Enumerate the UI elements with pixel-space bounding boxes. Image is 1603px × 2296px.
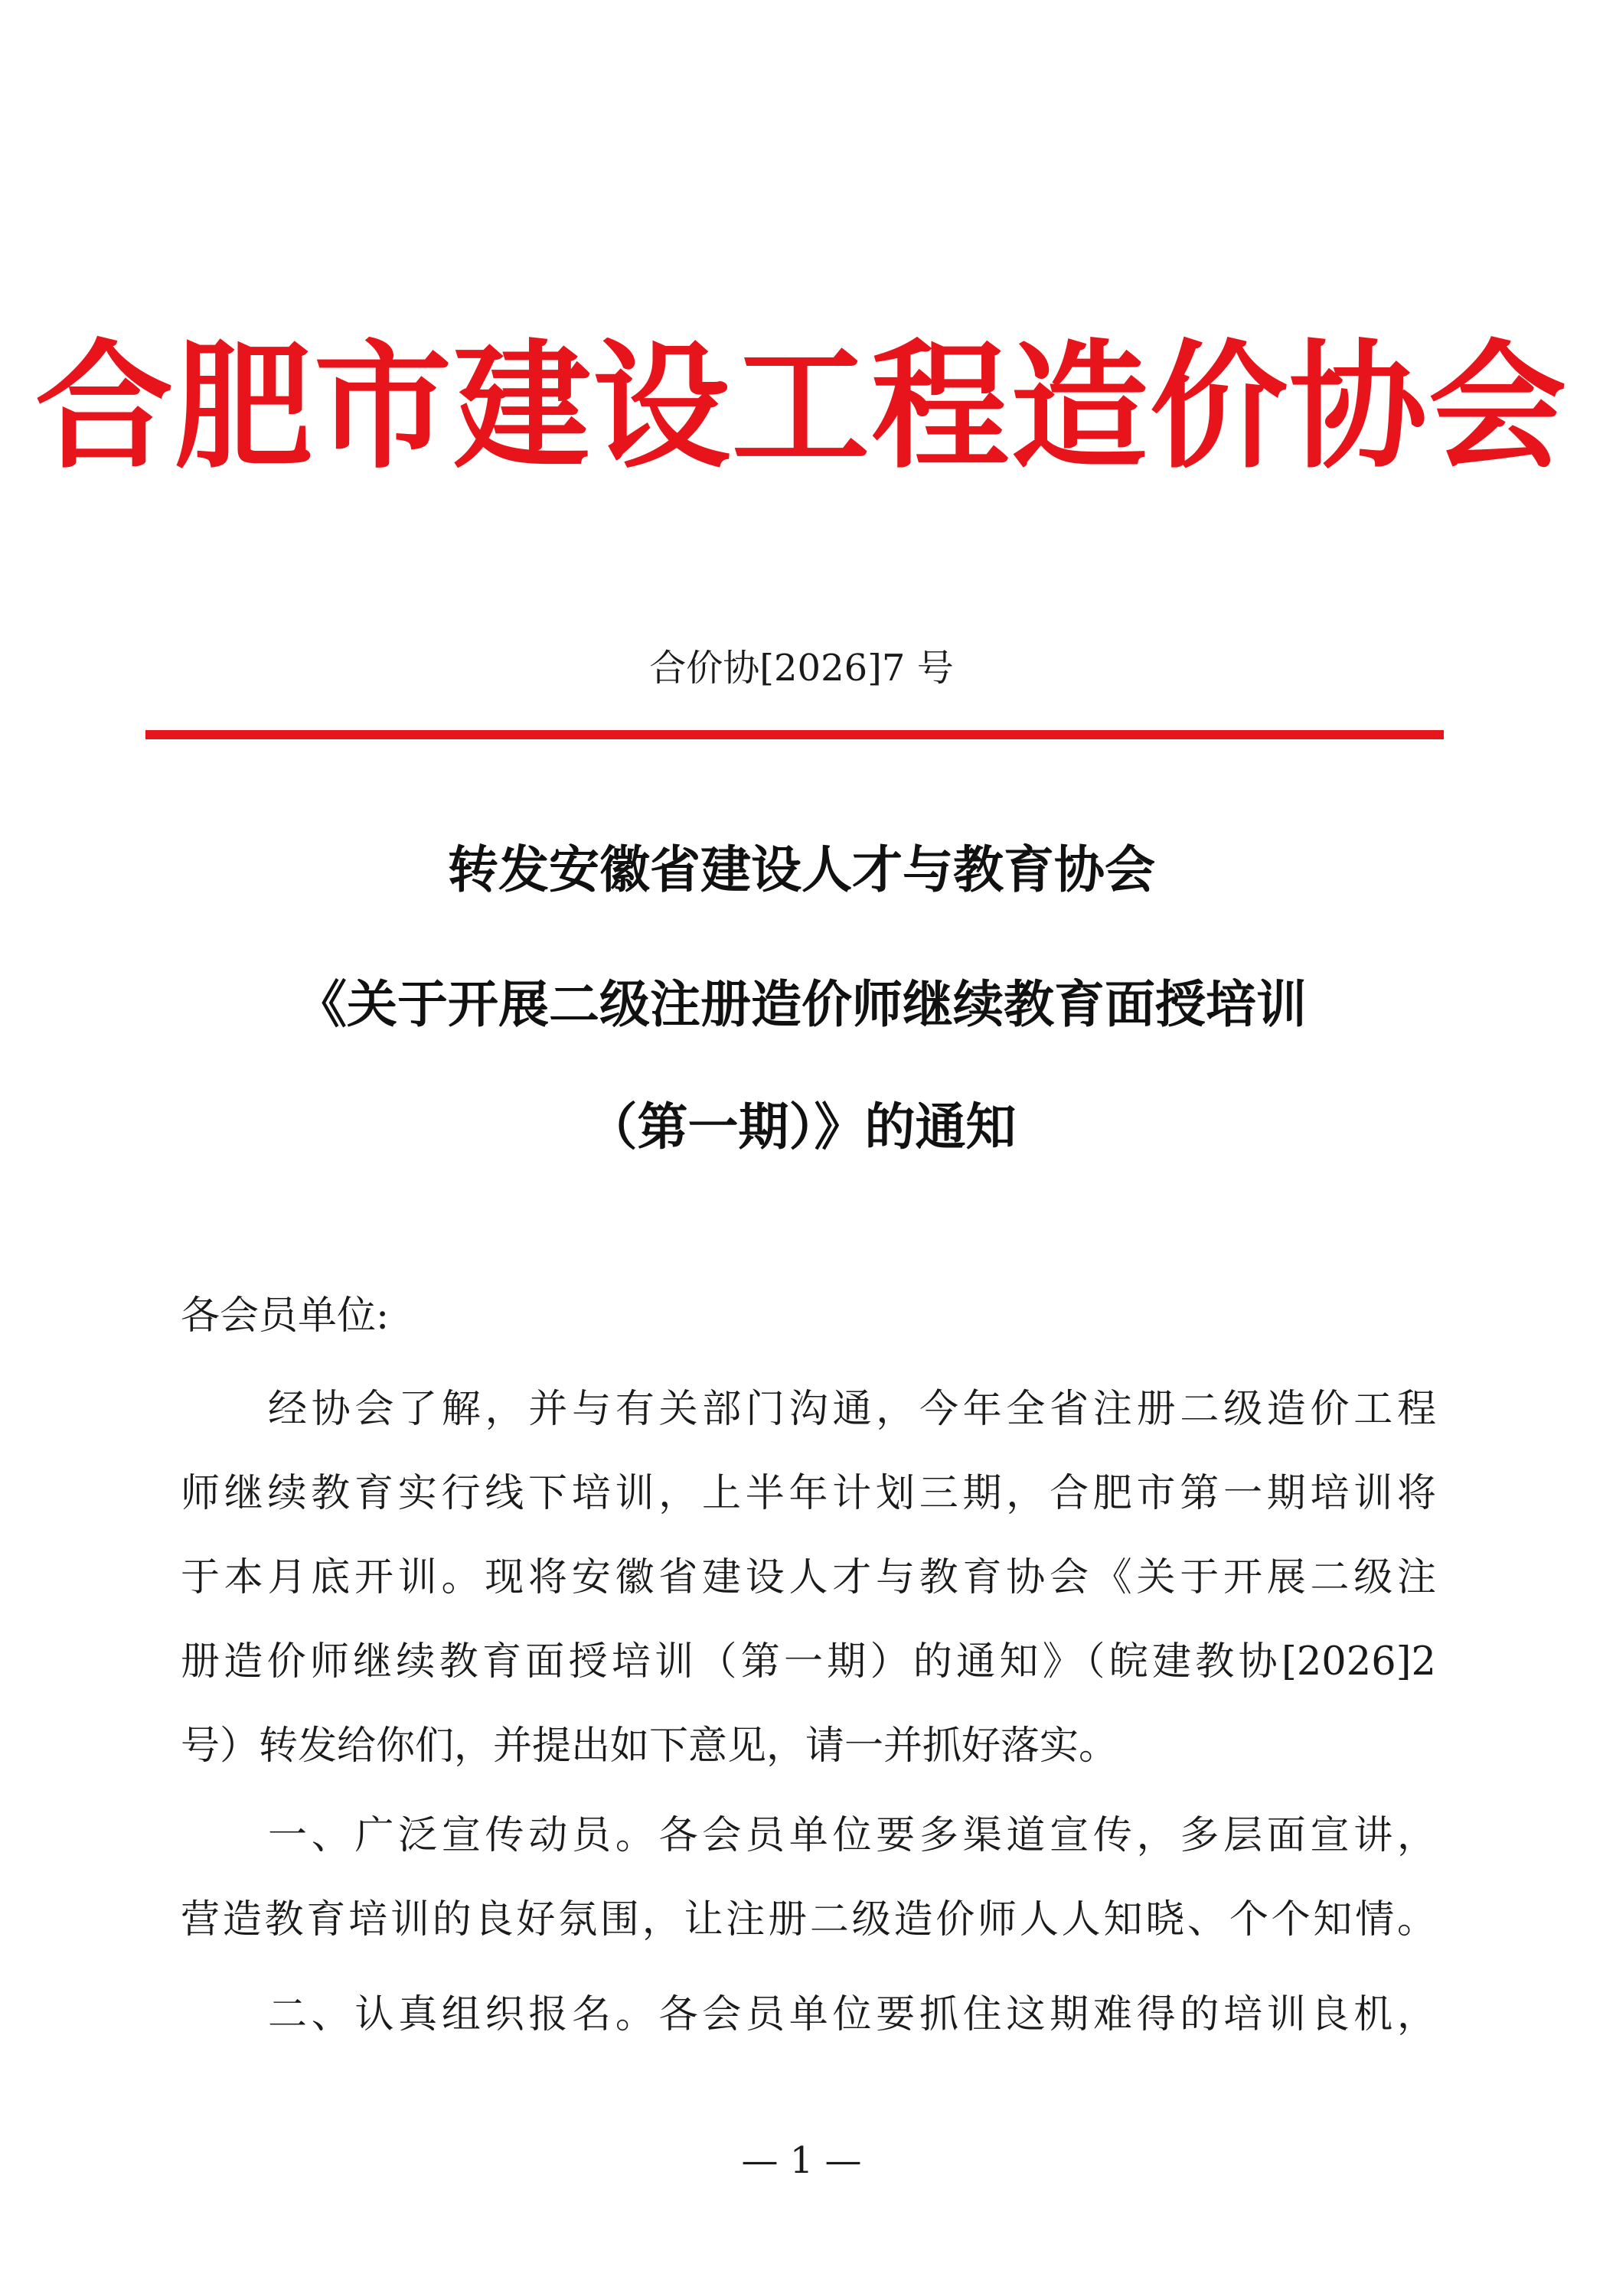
paragraph-line: 册造价师继续教育面授培训（第一期）的通知》（皖建教协[2026]2 [181,1639,1436,1684]
paragraph-line: 经协会了解，并与有关部门沟通，今年全省注册二级造价工程 [268,1387,1436,1432]
paragraph-line: 营造教育培训的良好氛围，让注册二级造价师人人知晓、个个知情。 [181,1897,1436,1942]
paragraph-item-2 [181,1973,1436,2057]
red-separator-line [145,730,1444,739]
document-title-line-2: 《关于开展二级注册造价师继续教育面授培训 [296,974,1307,1034]
paragraph-line: 一、广泛宣传动员。各会员单位要多渠道宣传，多层面宣讲， [268,1813,1436,1858]
paragraph-line: 二、认真组织报名。各会员单位要抓住这期难得的培训良机， [268,1992,1436,2037]
paragraph-item-1 [181,1794,1436,1962]
paragraph-line: 于本月底开训。现将安徽省建设人才与教育协会《关于开展二级注 [181,1555,1436,1600]
page-number: — 1 — [741,2139,862,2182]
salutation: 各会员单位: [181,1293,390,1339]
paragraph-intro [181,1368,1436,1789]
paragraph-line: 师继续教育实行线下培训，上半年计划三期，合肥市第一期培训将 [181,1471,1436,1516]
document-title-line-3: （第一期）》的通知 [586,1097,1017,1156]
paragraph-line: 号）转发给你们，并提出如下意见，请一并抓好落实。 [181,1724,1118,1769]
document-title-line-1: 转发安徽省建设人才与教育协会 [448,840,1155,899]
document-number: 合价协[2026]7 号 [649,647,954,690]
issuing-organization-header: 合肥市建设工程造价协会 [34,328,1568,488]
